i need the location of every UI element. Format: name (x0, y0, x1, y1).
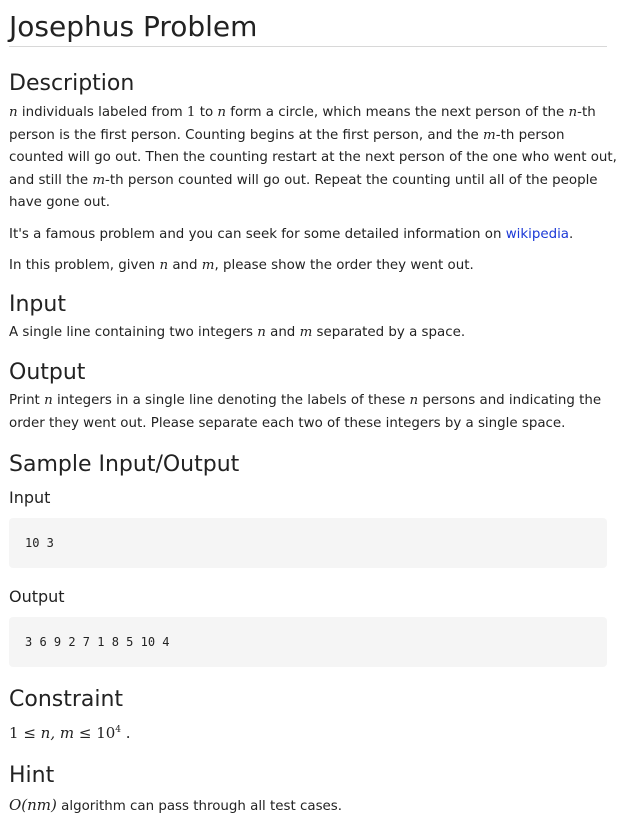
description-paragraph-1: n individuals labeled from 1 to n form a circle, which means the next person of the n-th person is the first person. Counting begins at the first person, and the m-th person counted will go out. Then the counting restart at the next person of the one who went out, and still the m-th person counted will go out. Repeat the counting until all of the people have gone out. (9, 102, 618, 215)
output-heading: Output (9, 359, 618, 387)
constraint-heading: Constraint (9, 686, 618, 714)
math-n: n (409, 393, 418, 408)
math-m: m (92, 173, 105, 188)
page-title: Josephus Problem (9, 0, 607, 47)
output-paragraph: Print n integers in a single line denoting the labels of these n persons and indicating the order they went out. Please separate each two of these integers by a single space. (9, 390, 618, 435)
math-m: m (202, 258, 215, 273)
sample-input-label: Input (9, 487, 618, 509)
sample-input-block: 10 3 (9, 518, 607, 568)
input-heading: Input (9, 291, 618, 319)
constraint-formula: 1 ≤ n, $m \le 10^4$ . (9, 719, 618, 745)
math-one: 1 (187, 105, 196, 120)
wikipedia-link[interactable]: wikipedia (506, 227, 569, 242)
sample-output-block: 3 6 9 2 7 1 8 5 10 4 (9, 617, 607, 667)
sample-output-label: Output (9, 586, 618, 608)
math-n: n (159, 258, 168, 273)
math-n: n (569, 105, 578, 120)
description-heading: Description (9, 70, 618, 98)
math-n: n (257, 325, 266, 340)
hint-paragraph: O(nm) algorithm can pass through all test cases. (9, 794, 618, 818)
math-n: n (9, 105, 18, 120)
math-m: m (300, 325, 313, 340)
hint-formula: O(nm) (9, 796, 57, 814)
sample-heading: Sample Input/Output (9, 451, 618, 479)
description-paragraph-3: In this problem, given n and m, please show the order they went out. (9, 255, 618, 278)
math-n: n (217, 105, 226, 120)
hint-heading: Hint (9, 762, 618, 790)
description-paragraph-2: It's a famous problem and you can seek for some detailed information on wikipedia. (9, 224, 618, 247)
math-m: m (483, 128, 496, 143)
math-n: n (44, 393, 53, 408)
input-paragraph: A single line containing two integers n and m separated by a space. (9, 322, 618, 345)
